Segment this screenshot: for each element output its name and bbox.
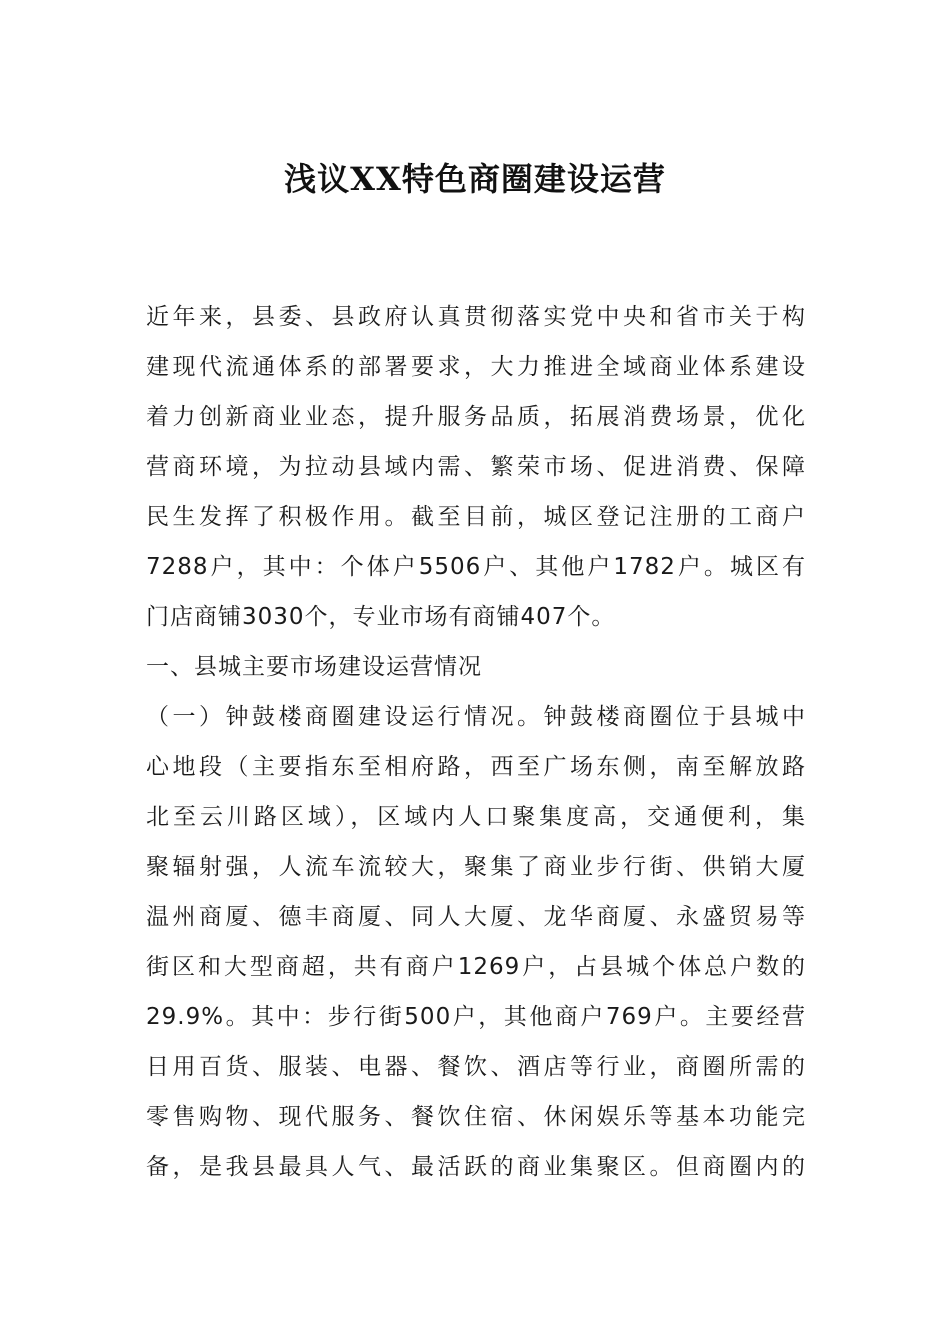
paragraph-line: 29.9%。其中：步行街500户，其他商户769户。主要经营 [146,1004,806,1030]
paragraph-line: 温州商厦、德丰商厦、同人大厦、龙华商厦、永盛贸易等 [146,904,806,930]
paragraph-line: 7288户，其中：个体户5506户、其他户1782户。城区有 [146,554,806,580]
paragraph-line: 建现代流通体系的部署要求，大力推进全域商业体系建设 [146,354,806,380]
paragraph-line: 营商环境，为拉动县域内需、繁荣市场、促进消费、保障 [146,454,806,480]
paragraph-line: 备，是我县最具人气、最活跃的商业集聚区。但商圈内的 [146,1154,806,1180]
paragraph-line: 心地段（主要指东至相府路，西至广场东侧，南至解放路 [146,754,806,780]
paragraph-line: 聚辐射强，人流车流较大，聚集了商业步行街、供销大厦 [146,854,806,880]
document-body [146,292,806,1192]
paragraph-line: 零售购物、现代服务、餐饮住宿、休闲娱乐等基本功能完 [146,1104,806,1130]
paragraph-line: 近年来，县委、县政府认真贯彻落实党中央和省市关于构 [146,304,806,330]
paragraph-line: 民生发挥了积极作用。截至目前，城区登记注册的工商户 [146,504,806,530]
paragraph-line: 门店商铺3030个，专业市场有商铺407个。 [146,604,616,630]
paragraph-line: 北至云川路区域），区域内人口聚集度高，交通便利，集 [146,804,806,830]
paragraph-line: 着力创新商业业态，提升服务品质，拓展消费场景，优化 [146,404,806,430]
document-title: 浅议XX特色商圈建设运营 [284,160,666,198]
paragraph-line: 日用百货、服装、电器、餐饮、酒店等行业，商圈所需的 [146,1054,806,1080]
paragraph-line: 街区和大型商超，共有商户1269户，占县城个体总户数的 [146,954,806,980]
paragraph-line: （一）钟鼓楼商圈建设运行情况。钟鼓楼商圈位于县城中 [146,704,806,730]
section-heading: 一、县城主要市场建设运营情况 [146,654,482,680]
